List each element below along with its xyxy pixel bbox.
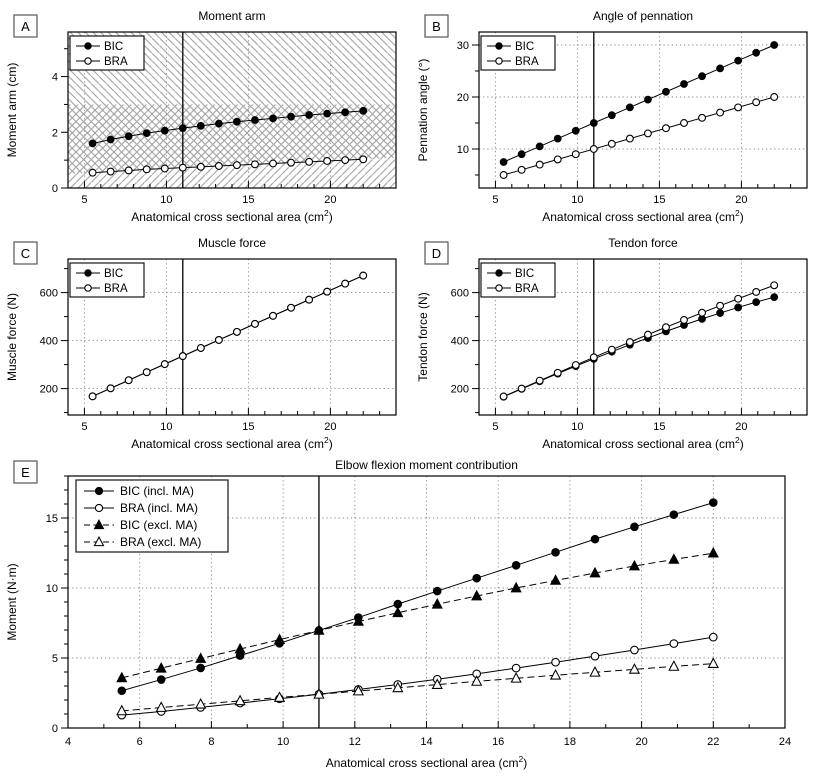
series-marker bbox=[433, 599, 443, 608]
series-marker bbox=[551, 575, 561, 584]
series-marker bbox=[95, 504, 102, 511]
series-marker bbox=[197, 664, 205, 672]
series-marker bbox=[473, 574, 481, 582]
series-marker bbox=[197, 163, 204, 170]
y-axis-label: Tendon force (N) bbox=[416, 292, 430, 382]
series-marker bbox=[143, 369, 150, 376]
series-marker bbox=[179, 353, 186, 360]
series-marker bbox=[710, 499, 718, 507]
series-marker bbox=[645, 331, 652, 338]
series-marker bbox=[270, 160, 277, 167]
series-marker bbox=[156, 663, 166, 672]
series-marker bbox=[197, 122, 204, 129]
series-marker bbox=[118, 687, 126, 695]
panel-letter: C bbox=[20, 246, 31, 261]
y-tick-label: 10 bbox=[45, 583, 58, 595]
y-tick-label: 600 bbox=[39, 287, 58, 300]
panel-a-chart bbox=[0, 0, 410, 227]
x-tick-label: 14 bbox=[420, 736, 433, 748]
series-marker bbox=[234, 162, 241, 169]
series-marker bbox=[107, 168, 114, 175]
series-marker bbox=[306, 112, 313, 119]
series-marker bbox=[500, 172, 507, 179]
y-axis-label: Muscle force (N) bbox=[5, 292, 19, 382]
x-tick-label: 12 bbox=[348, 736, 361, 748]
series-marker bbox=[496, 270, 502, 276]
series-marker bbox=[669, 554, 679, 563]
series-marker bbox=[125, 167, 132, 174]
series-marker bbox=[306, 158, 313, 165]
series-marker bbox=[234, 329, 241, 336]
series-marker bbox=[631, 646, 639, 654]
series-marker bbox=[590, 146, 597, 153]
series-marker bbox=[771, 294, 778, 301]
x-tick-label: 10 bbox=[160, 421, 173, 433]
legend-label: BIC bbox=[515, 268, 535, 280]
series-marker bbox=[496, 58, 502, 64]
series-marker bbox=[645, 130, 652, 137]
series-marker bbox=[500, 159, 507, 166]
series-marker bbox=[156, 702, 166, 711]
series-marker bbox=[89, 393, 96, 400]
series-marker bbox=[288, 113, 295, 120]
series-marker bbox=[125, 377, 132, 384]
series-marker bbox=[85, 43, 91, 49]
series-marker bbox=[717, 65, 724, 72]
legend-label: BIC (excl. MA) bbox=[120, 518, 198, 532]
series-marker bbox=[496, 43, 502, 49]
series-marker bbox=[753, 99, 760, 106]
series-marker bbox=[518, 385, 525, 392]
legend-label: BRA bbox=[104, 56, 128, 68]
series-marker bbox=[270, 115, 277, 122]
series-marker bbox=[215, 120, 222, 127]
series-marker bbox=[608, 112, 615, 119]
series-marker bbox=[669, 661, 679, 670]
y-tick-label: 200 bbox=[450, 383, 469, 396]
series-marker bbox=[95, 487, 102, 494]
series-line-3 bbox=[122, 553, 714, 678]
panel-e-chart bbox=[0, 455, 821, 777]
legend-label: BIC bbox=[104, 41, 124, 53]
x-tick-label: 22 bbox=[707, 736, 720, 748]
x-tick-label: 15 bbox=[653, 421, 666, 433]
series-marker bbox=[663, 324, 670, 331]
x-tick-label: 24 bbox=[778, 736, 792, 748]
chart-title: Muscle force bbox=[197, 236, 267, 250]
series-marker bbox=[89, 140, 96, 147]
series-marker bbox=[709, 548, 719, 557]
series-marker bbox=[717, 109, 724, 116]
series-marker bbox=[518, 151, 525, 158]
series-marker bbox=[342, 280, 349, 287]
series-marker bbox=[215, 163, 222, 170]
x-tick-label: 5 bbox=[492, 194, 499, 206]
series-marker bbox=[252, 117, 259, 124]
series-marker bbox=[645, 96, 652, 103]
series-marker bbox=[771, 42, 778, 49]
x-axis-label: Anatomical cross sectional area $(cm^2)$ bbox=[131, 208, 333, 224]
series-marker bbox=[500, 393, 507, 400]
series-marker bbox=[699, 309, 706, 316]
series-marker bbox=[735, 57, 742, 64]
series-marker bbox=[681, 81, 688, 88]
x-tick-label: 15 bbox=[242, 194, 255, 206]
x-axis-label: Anatomical cross sectional area $(cm^2)$ bbox=[542, 435, 744, 451]
series-marker bbox=[288, 304, 295, 311]
series-marker bbox=[306, 296, 313, 303]
series-marker bbox=[125, 133, 132, 140]
x-tick-label: 5 bbox=[81, 421, 88, 433]
series-line-4 bbox=[122, 664, 714, 711]
series-marker bbox=[631, 523, 639, 531]
y-tick-label: 4 bbox=[51, 71, 58, 84]
series-marker bbox=[161, 361, 168, 368]
series-marker bbox=[324, 110, 331, 117]
y-tick-label: 2 bbox=[51, 127, 58, 140]
series-marker bbox=[536, 377, 543, 384]
series-marker bbox=[572, 127, 579, 134]
series-marker bbox=[663, 88, 670, 95]
legend-label: BIC bbox=[104, 268, 124, 280]
y-tick-label: 0 bbox=[51, 183, 58, 195]
x-axis-label: Anatomical cross sectional area $(cm^2)$ bbox=[131, 435, 333, 451]
series-marker bbox=[591, 535, 599, 543]
series-marker bbox=[143, 130, 150, 137]
series-line-2 bbox=[504, 97, 775, 175]
y-tick-label: 10 bbox=[456, 144, 469, 156]
legend-label: BRA bbox=[515, 283, 539, 295]
series-marker bbox=[670, 640, 678, 648]
series-marker bbox=[472, 676, 482, 685]
series-marker bbox=[626, 104, 633, 111]
series-marker bbox=[681, 317, 688, 324]
legend-label: BIC bbox=[515, 41, 535, 53]
y-tick-label: 200 bbox=[39, 383, 58, 396]
series-marker bbox=[536, 161, 543, 168]
y-axis-label: Moment (N·m) bbox=[5, 563, 19, 641]
series-marker bbox=[161, 127, 168, 134]
series-marker bbox=[753, 299, 760, 306]
series-marker bbox=[699, 114, 706, 121]
series-marker bbox=[85, 270, 91, 276]
series-marker bbox=[572, 151, 579, 158]
legend-label: BRA bbox=[515, 56, 539, 68]
series-marker bbox=[360, 156, 367, 163]
series-marker bbox=[288, 159, 295, 166]
x-tick-label: 20 bbox=[324, 194, 337, 206]
y-tick-label: 20 bbox=[456, 92, 469, 104]
series-marker bbox=[324, 288, 331, 295]
series-marker bbox=[552, 549, 560, 557]
series-marker bbox=[179, 125, 186, 132]
legend-label: BIC (incl. MA) bbox=[120, 484, 195, 498]
x-tick-label: 15 bbox=[242, 421, 255, 433]
x-tick-label: 6 bbox=[136, 736, 143, 748]
series-marker bbox=[551, 670, 561, 679]
series-marker bbox=[252, 161, 259, 168]
chart-title: Moment arm bbox=[198, 9, 266, 23]
legend-label: BRA (incl. MA) bbox=[120, 501, 199, 515]
series-marker bbox=[771, 94, 778, 101]
series-marker bbox=[85, 58, 91, 64]
x-tick-label: 4 bbox=[64, 736, 72, 748]
series-marker bbox=[717, 310, 724, 317]
y-tick-label: 30 bbox=[456, 40, 469, 52]
y-tick-label: 15 bbox=[45, 513, 58, 525]
x-tick-label: 20 bbox=[735, 194, 748, 206]
x-tick-label: 20 bbox=[735, 421, 748, 433]
series-marker bbox=[663, 125, 670, 132]
series-marker bbox=[197, 345, 204, 352]
y-tick-label: 400 bbox=[450, 335, 469, 348]
series-marker bbox=[252, 320, 259, 327]
panel-d-chart bbox=[411, 227, 821, 454]
series-marker bbox=[608, 140, 615, 147]
series-marker bbox=[681, 120, 688, 127]
series-marker bbox=[89, 169, 96, 176]
series-marker bbox=[143, 166, 150, 173]
x-tick-label: 5 bbox=[492, 421, 499, 433]
series-marker bbox=[215, 337, 222, 344]
series-marker bbox=[234, 118, 241, 125]
series-marker bbox=[554, 156, 561, 163]
x-tick-label: 10 bbox=[571, 421, 584, 433]
series-marker bbox=[270, 312, 277, 319]
x-tick-label: 20 bbox=[635, 736, 648, 748]
series-marker bbox=[433, 587, 441, 595]
series-marker bbox=[161, 165, 168, 172]
series-marker bbox=[536, 143, 543, 150]
series-marker bbox=[554, 135, 561, 142]
panel-letter: D bbox=[431, 246, 442, 261]
series-marker bbox=[735, 104, 742, 111]
series-marker bbox=[85, 285, 91, 291]
series-marker bbox=[324, 158, 331, 165]
x-tick-label: 10 bbox=[571, 194, 584, 206]
series-marker bbox=[342, 157, 349, 164]
x-tick-label: 8 bbox=[208, 736, 215, 748]
legend-label: BRA (excl. MA) bbox=[120, 535, 202, 549]
x-tick-label: 20 bbox=[324, 421, 337, 433]
series-marker bbox=[753, 289, 760, 296]
series-line-1 bbox=[504, 297, 775, 397]
series-marker bbox=[572, 362, 579, 369]
series-marker bbox=[518, 166, 525, 173]
series-marker bbox=[626, 135, 633, 142]
y-axis-label: Pennation angle (°) bbox=[416, 58, 430, 162]
series-marker bbox=[753, 49, 760, 56]
y-tick-label: 400 bbox=[39, 335, 58, 348]
series-marker bbox=[554, 369, 561, 376]
series-marker bbox=[735, 304, 742, 311]
series-marker bbox=[735, 295, 742, 302]
x-axis-label: Anatomical cross sectional area $(cm^2)$ bbox=[542, 208, 744, 224]
panel-b-chart bbox=[411, 0, 821, 227]
y-tick-label: 5 bbox=[51, 653, 58, 665]
series-marker bbox=[590, 354, 597, 361]
panel-letter: B bbox=[432, 19, 441, 34]
chart-title: Angle of pennation bbox=[592, 9, 694, 23]
series-marker bbox=[590, 120, 597, 127]
y-tick-label: 600 bbox=[450, 287, 469, 300]
series-marker bbox=[496, 285, 502, 291]
chart-title: Tendon force bbox=[608, 236, 678, 250]
series-marker bbox=[771, 282, 778, 289]
series-marker bbox=[157, 676, 165, 684]
x-tick-label: 5 bbox=[81, 194, 88, 206]
series-marker bbox=[552, 658, 560, 666]
y-tick-label: 0 bbox=[51, 723, 58, 735]
series-marker bbox=[591, 652, 599, 660]
x-tick-label: 18 bbox=[563, 736, 577, 748]
series-marker bbox=[699, 73, 706, 80]
panel-c-chart bbox=[0, 227, 410, 454]
series-marker bbox=[107, 136, 114, 143]
x-tick-label: 10 bbox=[276, 736, 290, 748]
panel-letter: E bbox=[21, 465, 30, 480]
series-marker bbox=[608, 346, 615, 353]
series-marker bbox=[360, 107, 367, 114]
panel-letter: A bbox=[21, 19, 30, 34]
series-marker bbox=[626, 339, 633, 346]
x-tick-label: 10 bbox=[160, 194, 173, 206]
x-tick-label: 15 bbox=[653, 194, 666, 206]
series-marker bbox=[710, 633, 718, 641]
chart-title: Elbow flexion moment contribution bbox=[335, 458, 518, 472]
x-axis-label: Anatomical cross sectional area $(cm^2)$ bbox=[325, 754, 528, 770]
series-marker bbox=[512, 664, 520, 672]
legend-label: BRA bbox=[104, 283, 128, 295]
series-marker bbox=[360, 272, 367, 279]
series-marker bbox=[670, 511, 678, 519]
series-marker bbox=[107, 385, 114, 392]
series-marker bbox=[342, 109, 349, 116]
y-axis-label: Moment arm (cm) bbox=[5, 62, 19, 158]
x-tick-label: 16 bbox=[492, 736, 505, 748]
series-marker bbox=[512, 562, 520, 570]
series-marker bbox=[709, 658, 719, 667]
series-marker bbox=[717, 302, 724, 309]
series-marker bbox=[179, 164, 186, 171]
